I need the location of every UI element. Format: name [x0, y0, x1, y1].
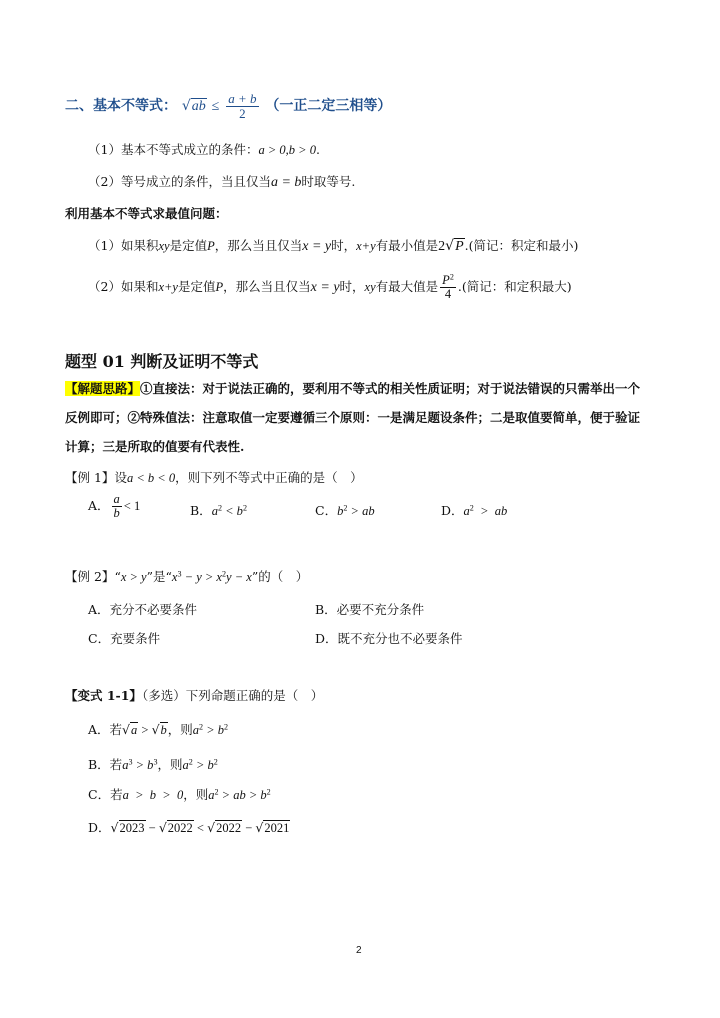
variant-1-1-option-a[interactable]: A．若√a > √b，则$a^2 > b^2$ [88, 722, 229, 737]
example-1-stem: 【例 1】设a < b < 0，则下列不等式中正确的是（ ） [65, 470, 363, 485]
sqrt-2023: √2023 [110, 820, 145, 835]
example-2-option-a[interactable]: A．充分不必要条件 [88, 602, 198, 617]
solution-idea-line-1: 【解题思路】①直接法：对于说法正确的，要利用不等式的相关性质证明；对于说法错误的只需举出一个 [65, 381, 641, 396]
section-basic-inequality-title: 二、基本不等式： √ab ≤ $\frac{a + b}{2}$ （一正二定三相等） [65, 91, 392, 121]
variant-1-1-option-b[interactable]: B．若$a^3 > b^3$，则$a^2 > b^2$ [88, 757, 218, 772]
fraction-P-squared-over-4: $\frac{P^2}{4}$ [442, 272, 454, 302]
solution-idea-line-3: 计算；三是所取的值要有代表性. [65, 439, 245, 454]
sqrt-ab: √ab [181, 98, 206, 115]
sqrt-2022: √2022 [158, 820, 193, 835]
max-min-heading: 利用基本不等式求最值问题： [65, 206, 228, 221]
sqrt-b: √b [151, 722, 167, 737]
sqrt-2022-second: √2022 [207, 820, 242, 835]
example-2-option-d[interactable]: D．既不充分也不必要条件 [315, 631, 463, 646]
example-2-option-c[interactable]: C．充要条件 [88, 631, 161, 646]
example-1-option-d[interactable]: D．$a^2$ > ab [441, 503, 508, 518]
solution-idea-tag: 【解题思路】 [65, 381, 141, 396]
solution-idea-line-2: 反例即可；②特殊值法：注意取值一定要遵循三个原则：一是满足题设条件；二是取值要简单，便于验证 [65, 410, 641, 425]
example-1-option-a[interactable]: A． $\frac{a}{b}$ < 1 [88, 492, 141, 521]
variant-1-1-option-c[interactable]: C．若a > b > 0，则$a^2$ > ab > $b^2$ [88, 787, 271, 802]
example-2-stem: 【例 2】“x > y”是“$x^3 - y > x^2y - x$”的（ ） [65, 569, 309, 584]
basic-inequality-condition: （1）基本不等式成立的条件：a > 0,b > 0. [88, 142, 320, 157]
question-type-01-title: 题型 01 判断及证明不等式 [65, 352, 259, 371]
equality-condition: （2）等号成立的条件，当且仅当a = b时取等号. [88, 174, 356, 190]
variant-1-1-option-d[interactable]: D．√2023 − √2022 < √2022 − √2021 [88, 820, 290, 835]
max-min-item-2: （2）如果和x+y是定值P，那么当且仅当x = y时，xy有最大值是 $\frac{P^2}{4}$ .(简记：和定积最大) [88, 272, 572, 302]
fraction-a-over-b: $\frac{a}{b}$ [113, 492, 120, 521]
example-2-option-b[interactable]: B．必要不充分条件 [315, 602, 425, 617]
example-1-option-c[interactable]: C．$b^2$ > ab [315, 503, 375, 518]
sqrt-a: √a [122, 722, 138, 737]
max-min-item-1: （1）如果积xy是定值P，那么当且仅当x = y时，x+y有最小值是2√P.(简记：积定和最小) [88, 238, 579, 254]
variant-1-1-stem: 【变式 1-1】（多选）下列命题正确的是（ ） [65, 688, 324, 703]
sqrt-2021: √2021 [255, 820, 290, 835]
fraction-a-plus-b-over-2: $\frac{a + b}{2}$ [228, 91, 257, 121]
example-1-option-b[interactable]: B．$a^2 < b^2$ [190, 503, 247, 518]
page-number: 2 [356, 945, 362, 956]
sqrt-P: √P [445, 238, 464, 254]
